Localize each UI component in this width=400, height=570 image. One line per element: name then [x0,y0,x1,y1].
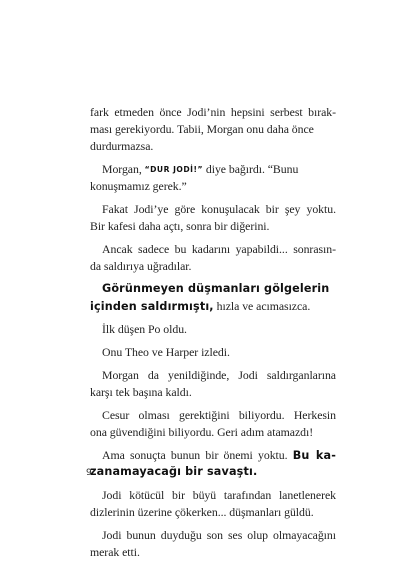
emphasis-text: içinden saldırmıştı, [90,299,214,313]
paragraph-line [90,161,336,178]
text-line: durdurmazsa. [90,138,154,153]
text-run: Morgan, [102,161,145,176]
page-number: 9 [86,468,92,478]
text-line: ona güvendiğini biliyordu. Geri adım atamazdı! [90,424,314,439]
text-line: Ancak sadece bu kadarını yapabildi... sonrasın- [102,241,336,256]
text-line: Morgan da yenildiğinde, Jodi saldırganlarına [102,367,336,382]
paragraph-line [90,447,336,464]
emphasis-text: Bu ka- [292,448,336,462]
text-line: Fakat Jodi’ye göre konuşulacak bir şey yoktu. [102,201,336,216]
text-line: fark etmeden önce Jodi’nin hepsini serbest bırak- [90,105,336,119]
text-line: ması gerekiyordu. Tabii, Morgan onu daha önce [90,121,314,136]
emphasis-line: Görünmeyen düşmanları gölgelerin [102,281,330,295]
text-line: konuşmamız gerek.” [90,178,187,193]
text-run: diye bağırdı. “Bunu [202,161,299,176]
text-line: Jodi kötücül bir büyü tarafından lanetlenerek [102,487,336,502]
story-text [90,104,336,561]
text-line: Bir kafesi daha açtı, sonra bir diğerini. [90,218,270,233]
shout-text: “DUR JODİ!” [144,164,203,174]
paragraph-line [90,298,336,315]
text-line: merak etti. [90,544,140,559]
emphasis-line: zanamayacağı bir savaştı. [90,464,258,478]
text-run: hızla ve acımasızca. [213,298,311,313]
text-line: karşı tek başına kaldı. [90,384,192,399]
text-line: Onu Theo ve Harper izledi. [102,344,230,359]
text-line: Jodi bunun duyduğu son ses olup olmayacağını [102,527,336,542]
text-line: dizlerinin üzerine çökerken... düşmanları güldü. [90,504,314,519]
text-line: İlk düşen Po oldu. [102,321,187,336]
text-run: Ama sonuçta bunun bir önemi yoktu. [102,447,293,462]
text-line: Cesur olması gerektiğini biliyordu. Herkesin [102,407,336,422]
text-line: da saldırıya uğradılar. [90,258,192,273]
